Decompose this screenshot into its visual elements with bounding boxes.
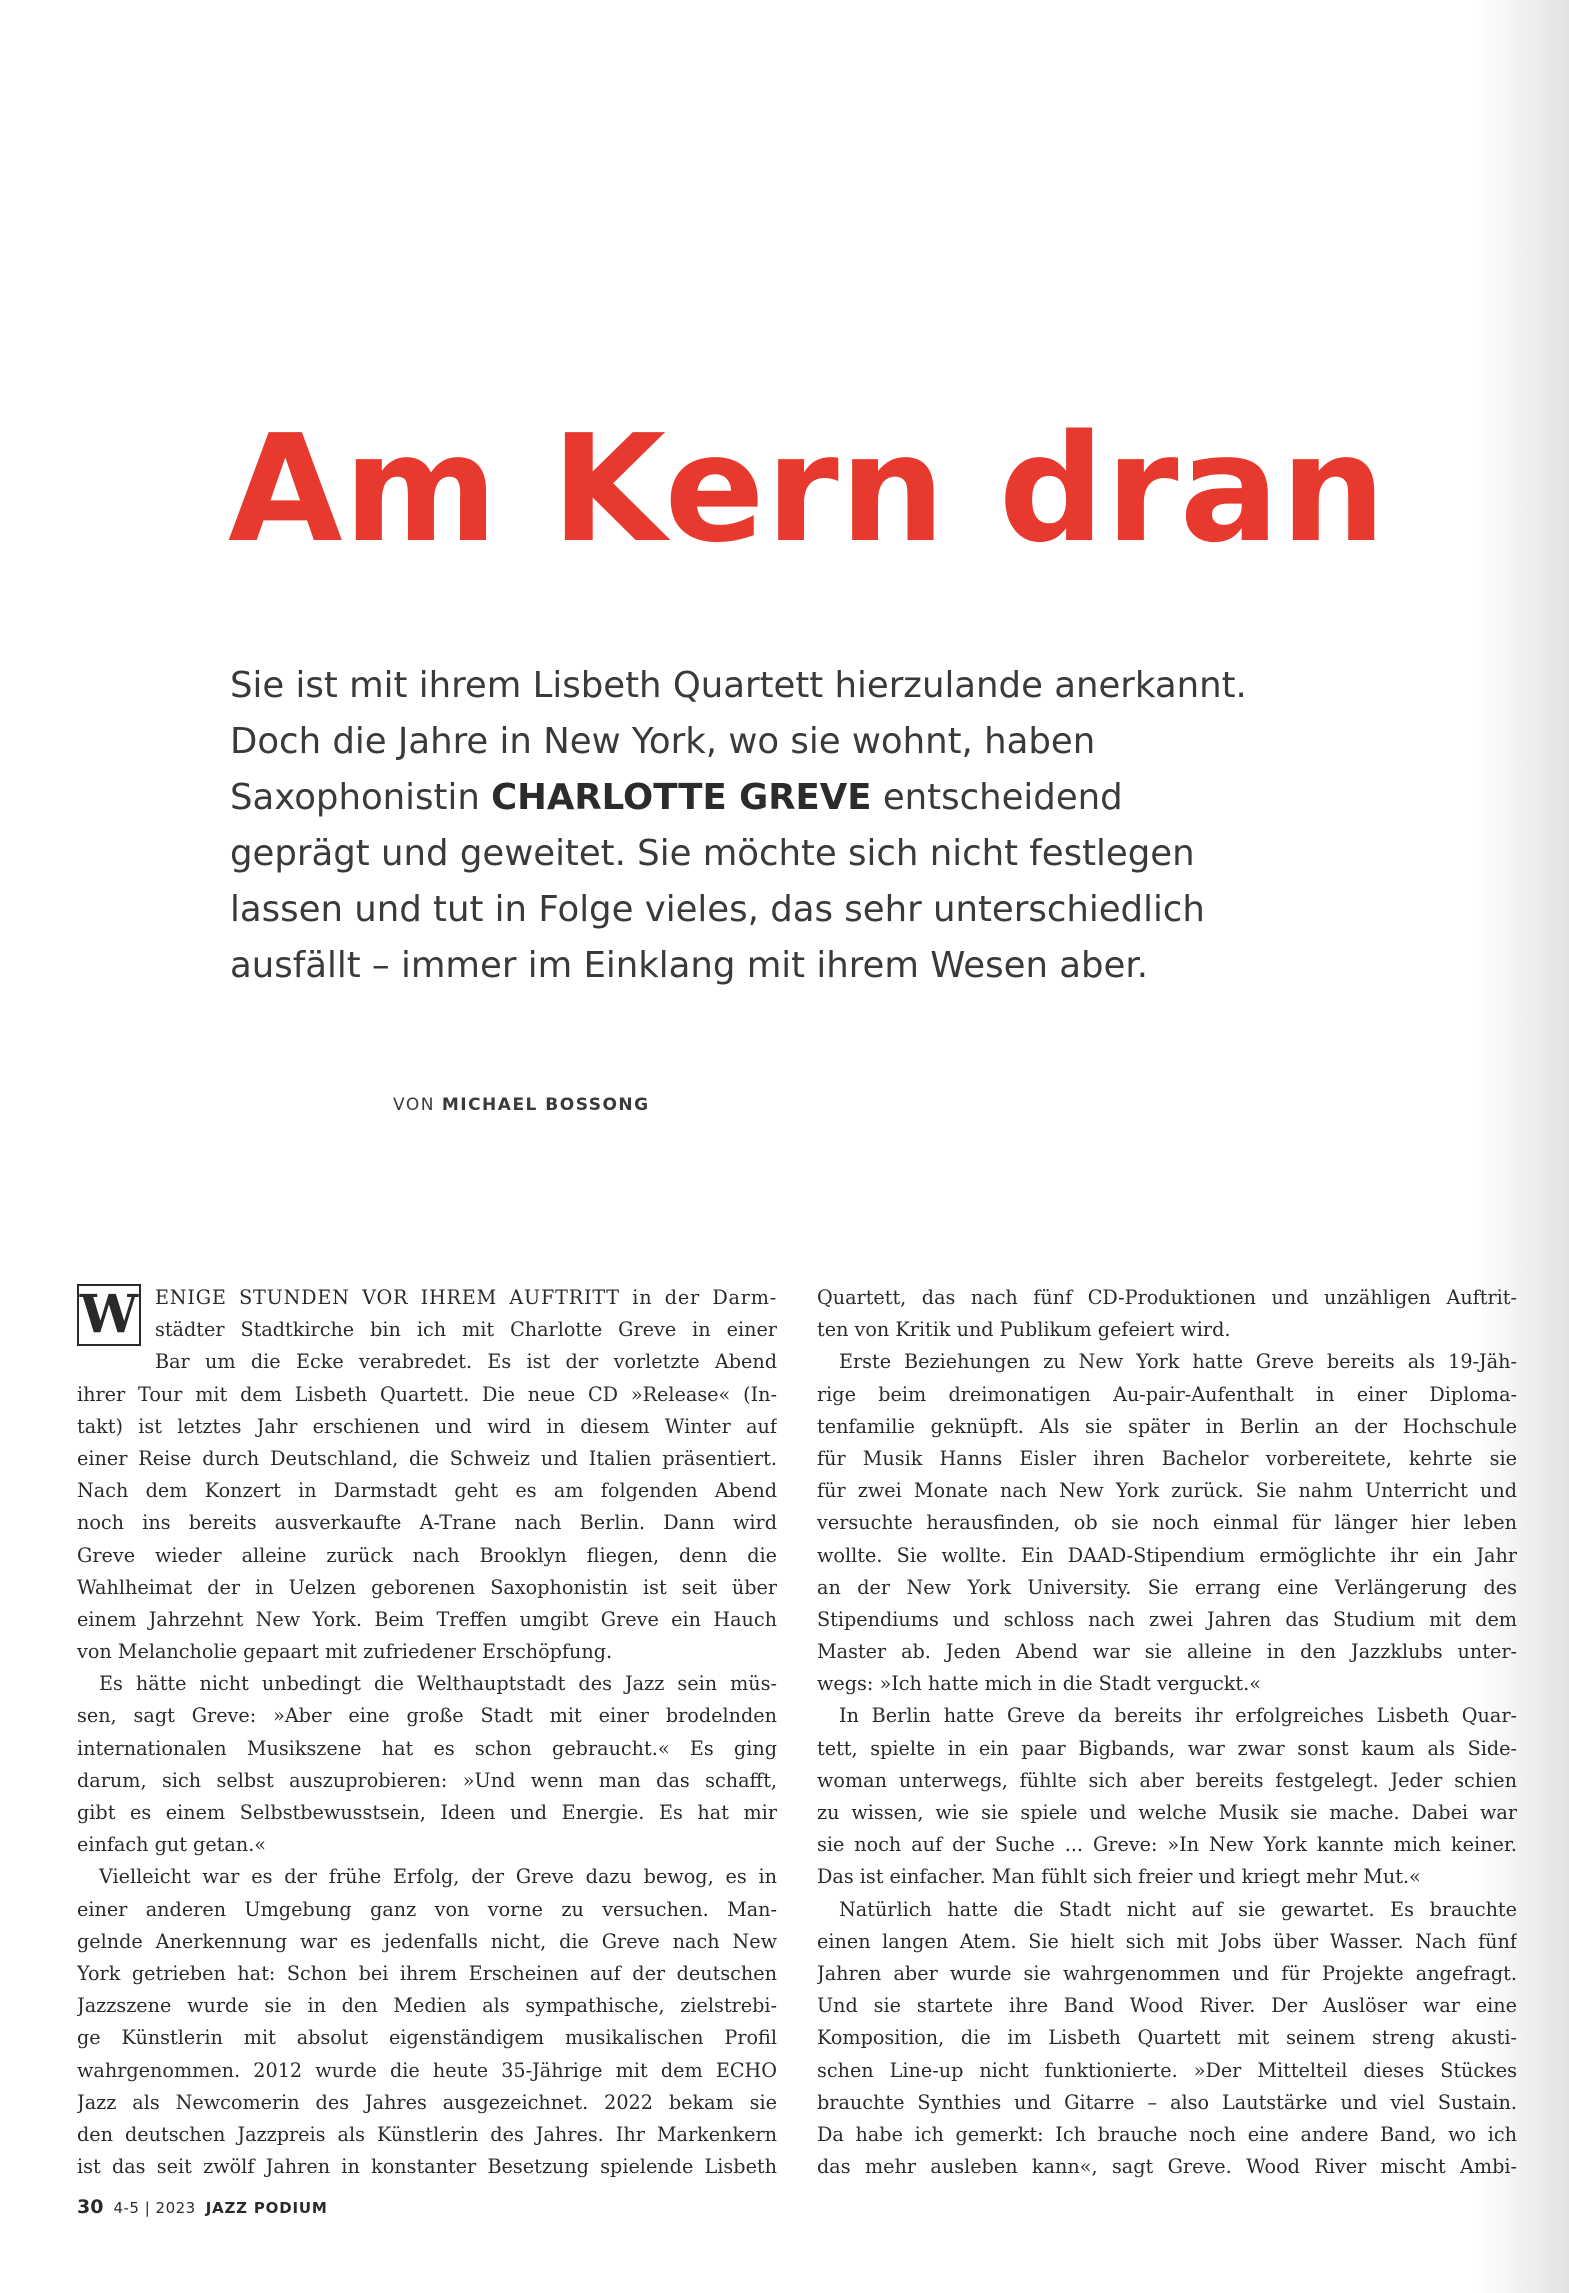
article-lede: [230, 658, 1310, 994]
body-text-line: einen langen Atem. Sie hielt sich mit Jobs über Wasser. Nach fünf: [817, 1929, 1517, 1953]
body-text-line: für zwei Monate nach New York zurück. Sie nahm Unterricht und: [817, 1479, 1517, 1503]
issue-number: 4-5 | 2023: [113, 2199, 196, 2217]
body-text-line: woman unterwegs, fühlte sich aber bereits festgelegt. Jeder schien: [817, 1768, 1517, 1792]
body-text-line: Jazz als Newcomerin des Jahres ausgezeichnet. 2022 bekam sie: [77, 2090, 777, 2114]
article-headline: Am Kern dran: [228, 403, 1387, 575]
body-text-line: Wahlheimat der in Uelzen geborenen Saxophonistin ist seit über: [77, 1575, 777, 1599]
body-text-line: Bar um die Ecke verabredet. Es ist der vorletzte Abend: [155, 1350, 777, 1374]
byline-author: MICHAEL BOSSONG: [441, 1095, 650, 1115]
body-text-line: noch ins bereits ausverkaufte A-Trane nach Berlin. Dann wird: [77, 1511, 777, 1535]
lede-text: Saxophonistin: [230, 777, 492, 818]
body-text-line: Natürlich hatte die Stadt nicht auf sie gewartet. Es brauchte: [839, 1897, 1517, 1921]
page-footer: [77, 2196, 328, 2218]
lede-line: Sie ist mit ihrem Lisbeth Quartett hierzulande anerkannt.: [230, 665, 1247, 706]
body-text-line: tenfamilie geknüpft. Als sie später in Berlin an der Hochschule: [817, 1414, 1517, 1438]
body-text-line: zu wissen, wie sie spiele und welche Musik sie mache. Dabei war: [817, 1801, 1517, 1824]
body-text-line: das mehr ausleben kann«, sagt Greve. Wood River mischt Ambi-: [817, 2155, 1517, 2179]
body-text-line: York getrieben hat: Schon bei ihrem Erscheinen auf der deutschen: [77, 1961, 777, 1985]
body-text-line: Stipendiums und schloss nach zwei Jahren das Studium mit dem: [817, 1607, 1517, 1631]
body-text-line: schen Line-up nicht funktionierte. »Der Mittelteil dieses Stückes: [817, 2058, 1517, 2082]
body-text-line: internationalen Musikszene hat es schon gebraucht.« Es ging: [77, 1736, 777, 1760]
body-text-line: In Berlin hatte Greve da bereits ihr erfolgreiches Lisbeth Quar-: [839, 1704, 1517, 1728]
byline-prefix: VON: [393, 1095, 442, 1115]
drop-cap: W: [77, 1284, 141, 1346]
magazine-name: JAZZ PODIUM: [205, 2199, 328, 2217]
body-text-line: ge Künstlerin mit absolut eigenständigem musikalischen Profil: [77, 2026, 777, 2050]
body-text-line: einem Jahrzehnt New York. Beim Treffen umgibt Greve ein Hauch: [77, 1607, 777, 1631]
body-column-right: [817, 1282, 1517, 2183]
body-text-line: gelnde Anerkennung war es jedenfalls nicht, die Greve nach New: [77, 1929, 777, 1953]
body-column-left: [77, 1282, 777, 2183]
body-text-line: einer Reise durch Deutschland, die Schweiz und Italien präsentiert.: [77, 1446, 777, 1470]
lede-line: lassen und tut in Folge vieles, das sehr unterschiedlich: [230, 889, 1205, 930]
body-text-line: Vielleicht war es der frühe Erfolg, der Greve dazu bewog, es in: [99, 1865, 777, 1889]
body-text-line: Komposition, die im Lisbeth Quartett mit seinem streng akusti-: [817, 2026, 1517, 2050]
body-text-line: darum, sich selbst auszuprobieren: »Und wenn man das schafft,: [77, 1768, 777, 1792]
body-text-line: für Musik Hanns Eisler ihren Bachelor vorbereitete, kehrte sie: [817, 1446, 1517, 1470]
lede-line: ausfällt – immer im Einklang mit ihrem Wesen aber.: [230, 945, 1148, 986]
body-text-line: ten von Kritik und Publikum gefeiert wird.: [817, 1318, 1231, 1342]
lede-line: Doch die Jahre in New York, wo sie wohnt, haben: [230, 721, 1096, 762]
body-text-line: Jahren aber wurde sie wahrgenommen und für Projekte angefragt.: [817, 1961, 1517, 1985]
body-text-line: wegs: »Ich hatte mich in die Stadt verguckt.«: [817, 1672, 1261, 1696]
body-text-line: Und sie startete ihre Band Wood River. Der Auslöser war eine: [817, 1994, 1517, 2018]
body-text-line: an der New York University. Sie errang eine Verlängerung des: [817, 1575, 1517, 1599]
body-text-line: Master ab. Jeden Abend war sie alleine in den Jazzklubs unter-: [817, 1640, 1517, 1664]
lede-line: [230, 770, 1310, 826]
artist-name: CHARLOTTE GREVE: [491, 777, 872, 818]
body-text-line: einfach gut getan.«: [77, 1833, 267, 1857]
body-text-line: sen, sagt Greve: »Aber eine große Stadt mit einer brodelnden: [77, 1704, 777, 1728]
body-text-line: Es hätte nicht unbedingt die Welthauptstadt des Jazz sein müs-: [99, 1672, 777, 1696]
body-text-line: Greve wieder alleine zurück nach Brooklyn fliegen, denn die: [77, 1543, 777, 1567]
body-text-line: gibt es einem Selbstbewusstsein, Ideen und Energie. Es hat mir: [77, 1801, 777, 1824]
body-text-line: ist das seit zwölf Jahren in konstanter Besetzung spielende Lisbeth: [77, 2155, 777, 2179]
body-text-line: rige beim dreimonatigen Au-pair-Aufenthalt in einer Diploma-: [817, 1382, 1517, 1406]
body-text-line: Nach dem Konzert in Darmstadt geht es am folgenden Abend: [77, 1479, 777, 1503]
body-text-line: den deutschen Jazzpreis als Künstlerin des Jahres. Ihr Markenkern: [77, 2122, 777, 2146]
body-text-line: sie noch auf der Suche ... Greve: »In New York kannte mich keiner.: [817, 1833, 1517, 1857]
body-text-line: ihrer Tour mit dem Lisbeth Quartett. Die neue CD »Release« (In-: [77, 1382, 777, 1406]
body-text-line: von Melancholie gepaart mit zufriedener Erschöpfung.: [77, 1640, 613, 1664]
body-text-line: wahrgenommen. 2012 wurde die heute 35-Jährige mit dem ECHO: [77, 2058, 777, 2082]
lede-line: geprägt und geweitet. Sie möchte sich nicht festlegen: [230, 833, 1195, 874]
body-text-line: tett, spielte in ein paar Bigbands, war zwar sonst kaum als Side-: [817, 1736, 1517, 1760]
body-text-line: Quartett, das nach fünf CD-Produktionen und unzähligen Auftrit-: [817, 1286, 1517, 1309]
page-number: 30: [77, 2196, 104, 2218]
body-text-line: Das ist einfacher. Man fühlt sich freier und kriegt mehr Mut.«: [817, 1865, 1421, 1889]
byline: [393, 1095, 650, 1115]
body-text-line: versuchte herausfinden, ob sie noch einmal für länger hier leben: [817, 1511, 1517, 1535]
body-text-line: ENIGE STUNDEN VOR IHREM AUFTRITT in der Darm-: [155, 1286, 777, 1309]
body-text-line: wollte. Sie wollte. Ein DAAD-Stipendium ermöglichte ihr ein Jahr: [817, 1543, 1517, 1567]
lede-text: entscheidend: [871, 777, 1123, 818]
body-text-line: einer anderen Umgebung ganz von vorne zu versuchen. Man-: [77, 1897, 777, 1921]
body-text-line: städter Stadtkirche bin ich mit Charlotte Greve in einer: [155, 1318, 777, 1342]
body-text-line: Da habe ich gemerkt: Ich brauche noch eine andere Band, wo ich: [817, 2122, 1517, 2146]
body-text-line: takt) ist letztes Jahr erschienen und wird in diesem Winter auf: [77, 1414, 777, 1438]
body-text-line: brauchte Synthies und Gitarre – also Lautstärke und viel Sustain.: [817, 2090, 1517, 2114]
body-text-line: Erste Beziehungen zu New York hatte Greve bereits als 19-Jäh-: [839, 1350, 1517, 1374]
body-text-line: Jazzszene wurde sie in den Medien als sympathische, zielstrebi-: [77, 1994, 777, 2018]
